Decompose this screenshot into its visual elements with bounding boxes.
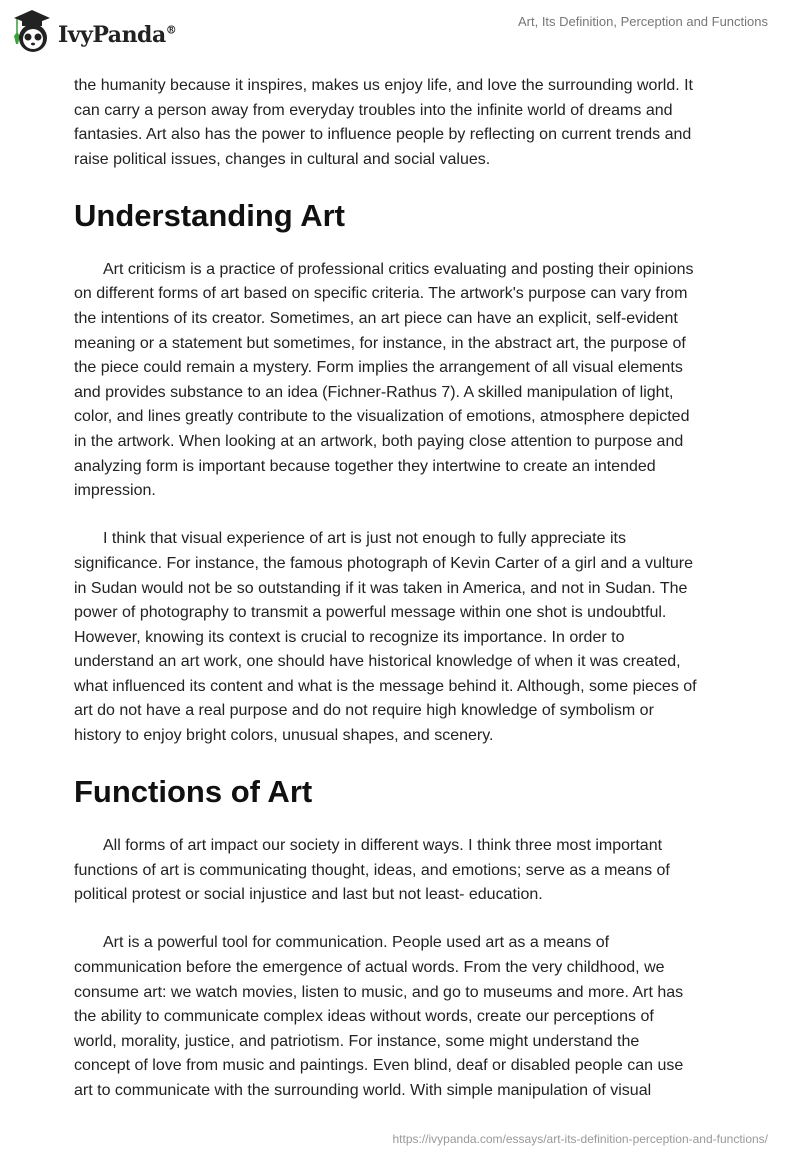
paragraph-line: color, and lines greatly contribute to the visualization of emotions, atmosphere depicted: [74, 408, 690, 426]
paragraph-line: history to enjoy bright colors, unusual shapes, and scenery.: [74, 727, 494, 745]
section-heading: Understanding Art: [74, 197, 345, 233]
paragraph-line: power of photography to transmit a powerful message within one shot is undoubtful.: [74, 604, 667, 622]
paragraph-line: consume art: we watch movies, listen to music, and go to museums and more. Art has: [74, 983, 684, 1001]
paragraph-line: the ability to communicate complex ideas without words, create our perceptions of: [74, 1008, 654, 1026]
paragraph-line: on different forms of art based on specific criteria. The artwork's purpose can vary from: [74, 285, 688, 303]
page-header: [0, 0, 800, 60]
paragraph-line: concept of love from music and paintings. Even blind, deaf or disabled people can use: [74, 1057, 684, 1075]
paragraph-line: the piece could remain a mystery. Form implies the arrangement of all visual elements: [74, 359, 683, 377]
paragraph: [74, 834, 734, 908]
registered-mark: ®: [165, 23, 177, 37]
paragraph-line: communication before the emergence of actual words. From the very childhood, we: [74, 959, 665, 977]
paragraph: [74, 527, 734, 748]
paragraph-line: in the artwork. When looking at an artwork, both paying close attention to purpose and: [74, 433, 684, 451]
source-url[interactable]: https://ivypanda.com/essays/art-its-definition-perception-and-functions/: [392, 1132, 768, 1146]
panda-graduate-icon: [12, 8, 52, 54]
paragraph-line: and provides substance to an idea (Fichner-Rathus 7). A skilled manipulation of light,: [74, 383, 674, 401]
essay-body: [74, 74, 734, 1127]
paragraph-line: in Sudan would not be so outstanding if it was taken in America, and not in Sudan. The: [74, 579, 688, 597]
paragraph-line: can carry a person away from everyday troubles into the infinite world of dreams and: [74, 101, 673, 119]
paragraph-line: raise political issues, changes in cultural and social values.: [74, 150, 491, 168]
paragraph: [74, 258, 734, 504]
paragraph-line: the intentions of its creator. Sometimes, an art piece can have an explicit, self-evident: [74, 310, 678, 328]
paragraph-line: the humanity because it inspires, makes us enjoy life, and love the surrounding world. It: [74, 77, 693, 94]
paragraph-line: impression.: [74, 482, 156, 500]
paragraph: [74, 931, 734, 1103]
paragraph-line: world, morality, justice, and patriotism. For instance, some might understand the: [74, 1032, 640, 1050]
document-title: Art, Its Definition, Perception and Functions: [517, 14, 768, 29]
paragraph-line: analyzing form is important because together they intertwine to create an intended: [74, 457, 656, 475]
paragraph-line: political protest or social injustice and last but not least- education.: [74, 886, 543, 904]
paragraph-line: what influenced its content and what is the message behind it. Although, some pieces of: [74, 677, 697, 695]
paragraph-line: meaning or a statement but sometimes, for instance, in the abstract art, the purpose of: [74, 334, 686, 352]
paragraph-line: I think that visual experience of art is just not enough to fully appreciate its: [103, 530, 626, 548]
paragraph-line: Art criticism is a practice of professional critics evaluating and posting their opinions: [103, 260, 694, 278]
paragraph-line: art to communicate with the surrounding world. With simple manipulation of visual: [74, 1082, 652, 1099]
paragraph-line: All forms of art impact our society in different ways. I think three most important: [103, 837, 663, 855]
brand-name: IvyPanda: [58, 22, 166, 48]
ivypanda-logo[interactable]: [12, 8, 176, 54]
paragraph: [74, 74, 734, 172]
paragraph-line: functions of art is communicating thought, ideas, and emotions; serve as a means of: [74, 861, 670, 879]
paragraph-line: art do not have a real purpose and do not require high knowledge of symbolism or: [74, 702, 654, 720]
section-heading: Functions of Art: [74, 774, 313, 810]
paragraph-line: However, knowing its context is crucial to recognize its importance. In order to: [74, 628, 625, 646]
paragraph-line: Art is a powerful tool for communication. People used art as a means of: [103, 934, 610, 952]
paragraph-line: understand an art work, one should have historical knowledge of when it was created,: [74, 653, 681, 671]
paragraph-line: significance. For instance, the famous photograph of Kevin Carter of a girl and a vulture: [74, 554, 694, 572]
paragraph-line: fantasies. Art also has the power to influence people by reflecting on current trends and: [74, 126, 692, 144]
